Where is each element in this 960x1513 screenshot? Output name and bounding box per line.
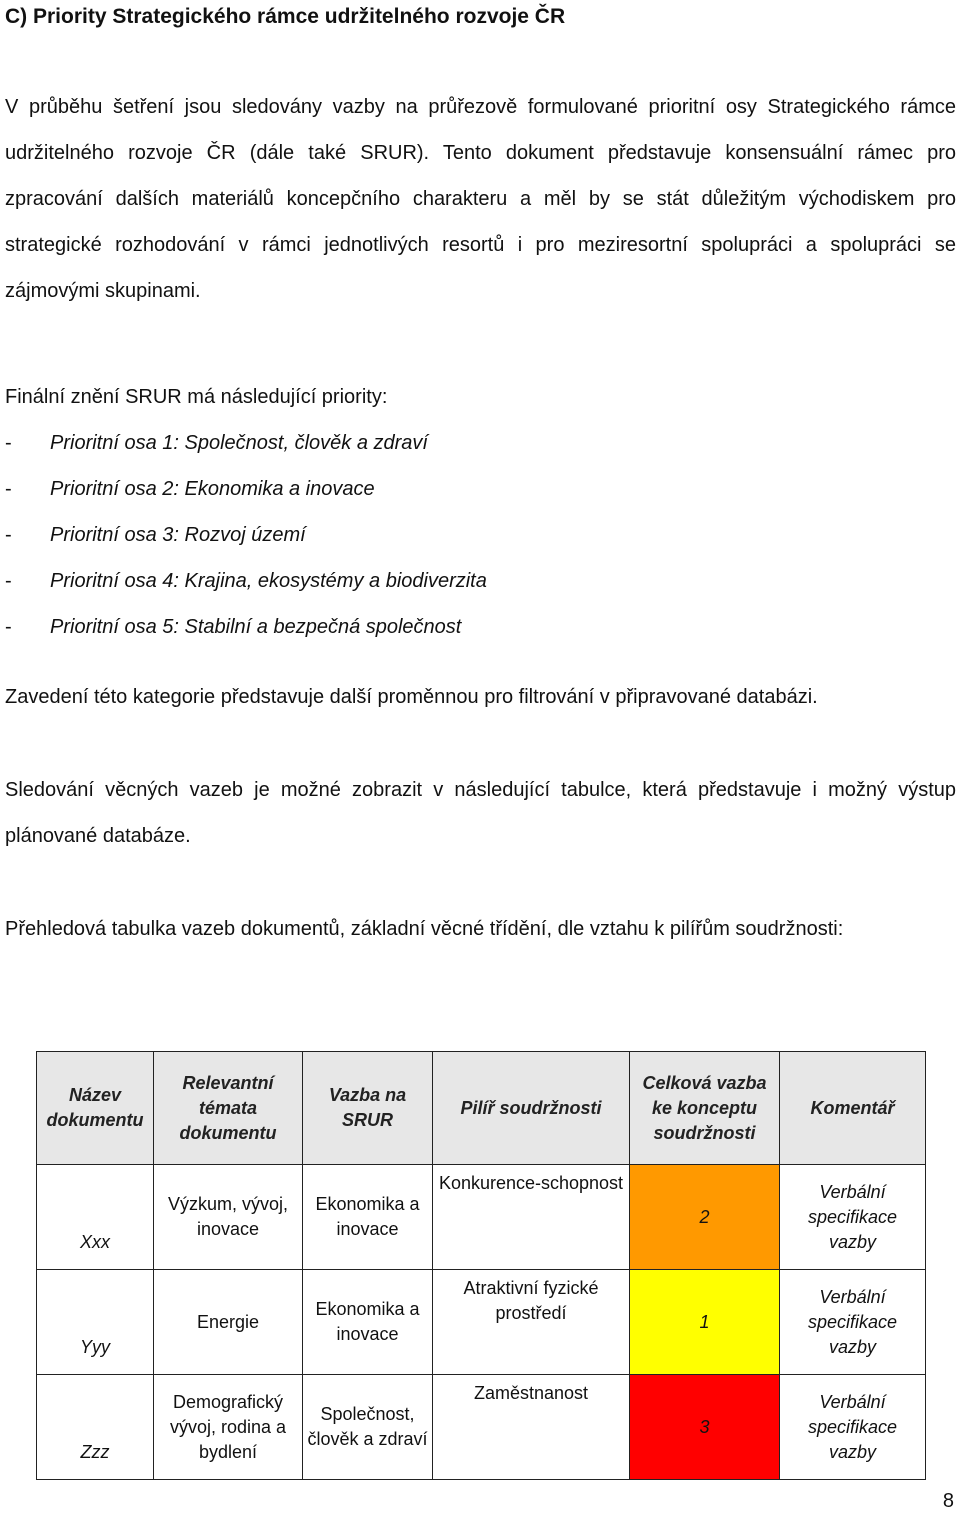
priority-item <box>5 558 905 604</box>
bullet-marker: - <box>5 478 12 500</box>
table-row <box>37 1165 926 1270</box>
cell-pillar: Konkurence-schopnost <box>433 1165 630 1270</box>
bullet-marker: - <box>5 432 12 454</box>
priority-text: Prioritní osa 1: Společnost, člověk a zdraví <box>50 432 428 454</box>
table-row <box>37 1270 926 1375</box>
header-srur-link: Vazba na SRUR <box>303 1052 433 1165</box>
cell-topics: Demografický vývoj, rodina a bydlení <box>154 1375 303 1480</box>
cell-pillar: Atraktivní fyzické prostředí <box>433 1270 630 1375</box>
cell-document-name: Yyy <box>37 1270 154 1375</box>
priorities-intro: Finální znění SRUR má následující priority: <box>5 386 388 408</box>
links-table <box>36 1051 926 1480</box>
cell-comment: Verbální specifikace vazby <box>780 1165 926 1270</box>
section-heading: C) Priority Strategického rámce udržitelného rozvoje ČR <box>5 5 566 28</box>
cell-score: 2 <box>630 1165 780 1270</box>
priority-text: Prioritní osa 4: Krajina, ekosystémy a biodiverzita <box>50 570 487 592</box>
cell-topics: Výzkum, vývoj, inovace <box>154 1165 303 1270</box>
cell-comment: Verbální specifikace vazby <box>780 1375 926 1480</box>
cell-srur: Ekonomika a inovace <box>303 1165 433 1270</box>
cell-document-name: Zzz <box>37 1375 154 1480</box>
priority-item <box>5 420 905 466</box>
priority-text: Prioritní osa 2: Ekonomika a inovace <box>50 478 375 500</box>
page-number: 8 <box>942 1490 954 1512</box>
header-document-name: Název dokumentu <box>37 1052 154 1165</box>
header-topics: Relevantní témata dokumentu <box>154 1052 303 1165</box>
table-header-row <box>37 1052 926 1165</box>
cell-topics: Energie <box>154 1270 303 1375</box>
cell-score: 1 <box>630 1270 780 1375</box>
cell-document-name: Xxx <box>37 1165 154 1270</box>
header-overall-link: Celková vazba ke konceptu soudržnosti <box>630 1052 780 1165</box>
category-paragraph: Zavedení této kategorie představuje další proměnnou pro filtrování v připravované databázi. <box>5 686 818 708</box>
tracking-paragraph: Sledování věcných vazeb je možné zobrazit v následující tabulce, která představuje i možný výstup plánované databáze. <box>5 779 956 847</box>
cell-srur: Ekonomika a inovace <box>303 1270 433 1375</box>
cell-srur: Společnost, člověk a zdraví <box>303 1375 433 1480</box>
table-caption: Přehledová tabulka vazeb dokumentů, základní věcné třídění, dle vztahu k pilířům soudržnosti: <box>5 918 844 940</box>
priority-item <box>5 604 905 650</box>
header-pillar: Pilíř soudržnosti <box>433 1052 630 1165</box>
header-comment: Komentář <box>780 1052 926 1165</box>
cell-comment: Verbální specifikace vazby <box>780 1270 926 1375</box>
priority-text: Prioritní osa 5: Stabilní a bezpečná společnost <box>50 616 462 638</box>
priority-list <box>5 420 905 650</box>
table-row <box>37 1375 926 1480</box>
priority-text: Prioritní osa 3: Rozvoj území <box>50 524 306 546</box>
priority-item <box>5 466 905 512</box>
bullet-marker: - <box>5 524 12 546</box>
priority-item <box>5 512 905 558</box>
bullet-marker: - <box>5 616 12 638</box>
cell-score: 3 <box>630 1375 780 1480</box>
intro-paragraph: V průběhu šetření jsou sledovány vazby na průřezově formulované prioritní osy Strategického rámce udržitelného rozvoje ČR (dále také SRUR). Tento dokument představuje konsensuální rámec pro zpracování dalších materiálů koncepčního charakteru a měl by se stát důležitým východiskem pro strategické rozhodování v rámci jednotlivých resortů i pro meziresortní spolupráci a spolupráci se zájmovými skupinami. <box>5 96 956 302</box>
cell-pillar: Zaměstnanost <box>433 1375 630 1480</box>
bullet-marker: - <box>5 570 12 592</box>
